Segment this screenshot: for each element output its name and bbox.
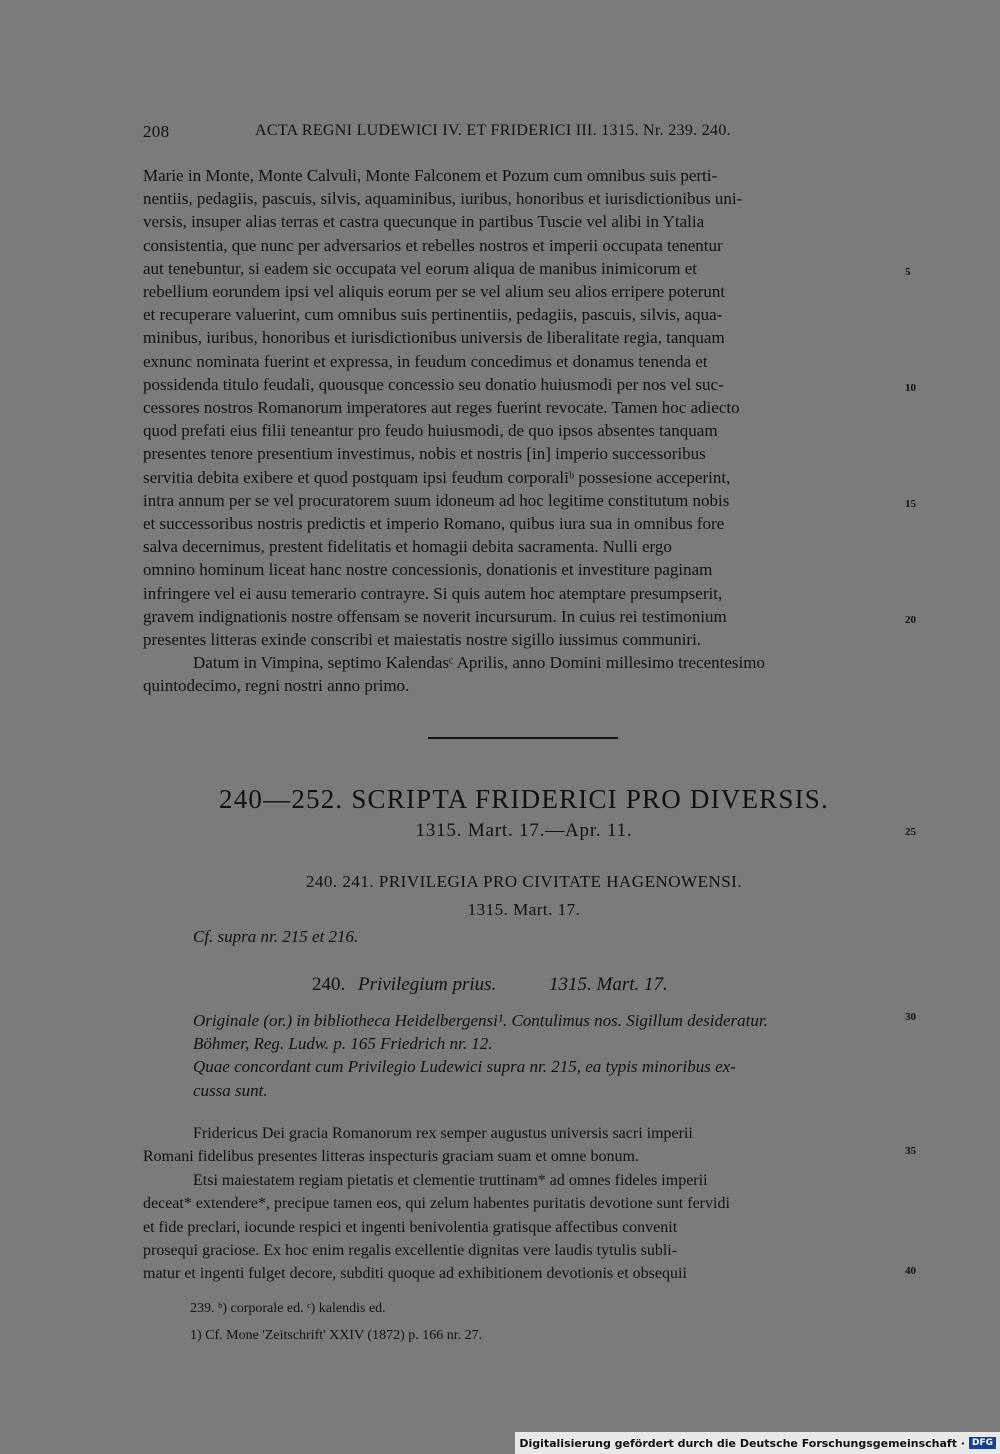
- line-number: 25: [905, 826, 916, 838]
- body-line: cessores nostros Romanorum imperatores aut reges fuerint revocate. Tamen hoc adiecto: [143, 398, 740, 418]
- source-line: cussa sunt.: [193, 1080, 268, 1100]
- doc-text-line: et fide preclari, iocunde respici et ingenti benivolentia gratisque affectibus convenit: [143, 1218, 678, 1236]
- doc-text-line: matur et ingenti fulget decore, subditi quoque ad exhibitionem devotionis et obsequii: [143, 1265, 687, 1283]
- line-number: 40: [905, 1265, 916, 1277]
- section-divider: [428, 737, 618, 739]
- body-line: rebellium eorundem ipsi vel aliquis eorum per se vel alium seu alios erripere poterunt: [143, 282, 726, 302]
- doc-text-line: Romani fidelibus presentes litteras inspecturis graciam suam et omne bonum.: [143, 1148, 639, 1166]
- datum-line: Datum in Vimpina, septimo Kalendasᶜ Aprilis, anno Domini millesimo trecentesimo: [193, 653, 765, 673]
- section-title: 240—252. SCRIPTA FRIDERICI PRO DIVERSIS.: [219, 784, 829, 814]
- doc-text: [143, 1122, 905, 1286]
- line-number: 35: [905, 1145, 916, 1157]
- running-title: ACTA REGNI LUDEWICI IV. ET FRIDERICI III. 1315. Nr. 239. 240.: [255, 122, 731, 139]
- section-subdate: 1315. Mart. 17.: [467, 900, 581, 919]
- page-header: [143, 122, 913, 146]
- body-line: gravem indignationis nostre offensam se noverit incursurum. In cuius rei testimonium: [143, 606, 727, 626]
- cross-reference: Cf. supra nr. 215 et 216.: [193, 927, 359, 946]
- source-line: Quae concordant cum Privilegio Ludewici supra nr. 215, ea typis minoribus ex-: [193, 1057, 736, 1077]
- line-number: 5: [905, 266, 911, 278]
- datum-line: quintodecimo, regni nostri anno primo.: [143, 676, 410, 696]
- body-line: omnino hominum liceat hanc nostre concessionis, donationis et investiture paginam: [143, 560, 713, 580]
- source-line: Böhmer, Reg. Ludw. p. 165 Friedrich nr. 12.: [193, 1034, 493, 1054]
- body-line: presentes tenore presentium investimus, nobis et nostris [in] imperio successoribus: [143, 444, 706, 464]
- digitization-banner: [515, 1432, 1000, 1454]
- body-line: salva decernimus, prestent fidelitatis et homagii debita sacramenta. Nulli ergo: [143, 537, 672, 557]
- doc-number: 240.: [312, 974, 346, 995]
- body-line: intra annum per se vel procuratorem suum idoneum ad hoc legitime constitutum nobis: [143, 490, 730, 510]
- line-number: 20: [905, 614, 916, 626]
- doc-heading: [312, 974, 668, 996]
- doc-title: Privilegium prius.: [358, 974, 497, 995]
- dfg-logo: DFG: [969, 1437, 996, 1449]
- doc-text-line: Fridericus Dei gracia Romanorum rex semper augustus universis sacri imperii: [193, 1125, 693, 1142]
- body-line: presentes litteras exinde conscribi et maiestatis nostre sigillo iussimus communiri.: [143, 630, 702, 650]
- body-line: et recuperare valuerint, cum omnibus suis pertinentiis, pedagiis, pascuis, silvis, aqua-: [143, 305, 723, 325]
- footnote-reference: 1) Cf. Mone 'Zeitschrift' XXIV (1872) p. 166 nr. 27.: [190, 1328, 483, 1343]
- source-notes: [193, 1009, 905, 1102]
- body-line: quod prefati eius filii teneantur pro feudo huiusmodi, de quo ipsos absentes tanquam: [143, 421, 718, 441]
- body-line: Marie in Monte, Monte Calvuli, Monte Falconem et Pozum cum omnibus suis perti-: [143, 166, 718, 185]
- source-line: Originale (or.) in bibliotheca Heidelbergensi¹. Contulimus nos. Sigillum desideratur.: [193, 1011, 768, 1030]
- line-number: 10: [905, 382, 916, 394]
- doc-text-line: prosequi graciose. Ex hoc enim regalis excellentie dignitas vere laudis tytulis subli-: [143, 1242, 678, 1260]
- body-paragraph: [143, 164, 905, 698]
- line-number: 15: [905, 498, 916, 510]
- footnote-variants: 239. ᵇ) corporale ed. ᶜ) kalendis ed.: [190, 1301, 386, 1316]
- body-line: consistentia, que nunc per adversarios et rebelles nostros et imperii occupata tenentur: [143, 235, 723, 255]
- section-subtitle: 240. 241. PRIVILEGIA PRO CIVITATE HAGENOWENSI.: [305, 872, 743, 891]
- body-line: possidenda titulo feudali, quousque concessio seu donatio huiusmodi per nos vel suc-: [143, 374, 724, 394]
- body-line: servitia debita exibere et quod postquam ipsi feudum corporaliᵇ possesione acceperint,: [143, 467, 731, 487]
- body-line: et successoribus nostris predictis et imperio Romano, quibus iura sua in omnibus fore: [143, 514, 725, 534]
- body-line: infringere vel ei ausu temerario contrayre. Si quis autem hoc atemptare presumpserit,: [143, 583, 723, 603]
- line-number: 30: [905, 1011, 916, 1023]
- body-line: nentiis, pedagiis, pascuis, silvis, aquaminibus, iuribus, honoribus et iurisdictionibus uni-: [143, 189, 743, 209]
- page-number: 208: [143, 122, 170, 141]
- body-line: versis, insuper alias terras et castra quecunque in partibus Tuscie vel alibi in Ytalia: [143, 212, 705, 232]
- banner-text: Digitalisierung gefördert durch die Deutsche Forschungsgemeinschaft ·: [519, 1436, 965, 1450]
- doc-text-line: deceat* extendere*, precipue tamen eos, qui zelum habentes puritatis devotione sunt fervidi: [143, 1195, 730, 1213]
- body-line: exnunc nominata fuerint et expressa, in feudum concedimus et donamus tenenda et: [143, 351, 708, 371]
- doc-text-line: Etsi maiestatem regiam pietatis et clementie truttinam* ad omnes fideles imperii: [193, 1171, 708, 1189]
- section-date: 1315. Mart. 17.—Apr. 11.: [415, 820, 633, 841]
- doc-date: 1315. Mart. 17.: [549, 974, 668, 995]
- body-line: minibus, iuribus, honoribus et iurisdictionibus universis de liberalitate regia, tanquam: [143, 328, 725, 348]
- body-line: aut tenebuntur, si eadem sic occupata vel eorum aliqua de manibus inimicorum et: [143, 258, 698, 278]
